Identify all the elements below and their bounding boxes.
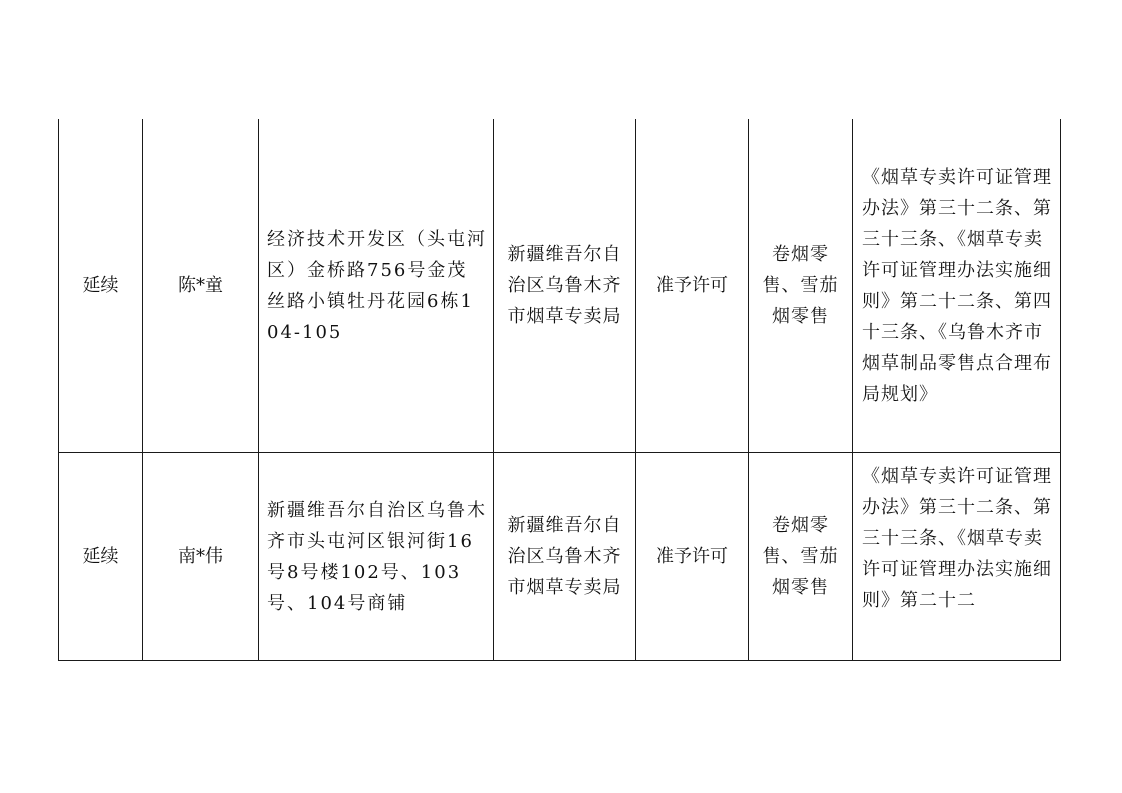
legal-basis-cell: 《烟草专卖许可证管理办法》第三十二条、第三十三条、《烟草专卖许可证管理办法实施细则》第二十二条、第四十三条、《乌鲁木齐市烟草制品零售点合理布局规划》 [853, 119, 1061, 453]
legal-basis-cell [853, 453, 1061, 661]
issuing-authority-cell: 新疆维吾尔自治区乌鲁木齐市烟草专卖局 [494, 453, 636, 661]
license-table [58, 119, 1061, 661]
holder-name-cell: 陈*童 [143, 119, 259, 453]
legal-basis-text: 《烟草专卖许可证管理办法》第三十二条、第三十三条、《烟草专卖许可证管理办法实施细则》第二十二 [862, 465, 1052, 611]
permit-type-cell: 延续 [59, 453, 143, 661]
table-row [59, 453, 1061, 661]
business-address-cell: 新疆维吾尔自治区乌鲁木齐市头屯河区银河街16号8号楼102号、103号、104号商铺 [259, 453, 494, 661]
decision-cell: 准予许可 [636, 453, 749, 661]
holder-name-cell: 南*伟 [143, 453, 259, 661]
permit-type-cell: 延续 [59, 119, 143, 453]
issuing-authority-cell: 新疆维吾尔自治区乌鲁木齐市烟草专卖局 [494, 119, 636, 453]
business-scope-cell: 卷烟零售、雪茄烟零售 [749, 119, 853, 453]
table-row [59, 119, 1061, 453]
business-address-cell: 经济技术开发区（头屯河区）金桥路756号金茂丝路小镇牡丹花园6栋104-105 [259, 119, 494, 453]
decision-cell: 准予许可 [636, 119, 749, 453]
business-scope-cell: 卷烟零售、雪茄烟零售 [749, 453, 853, 661]
